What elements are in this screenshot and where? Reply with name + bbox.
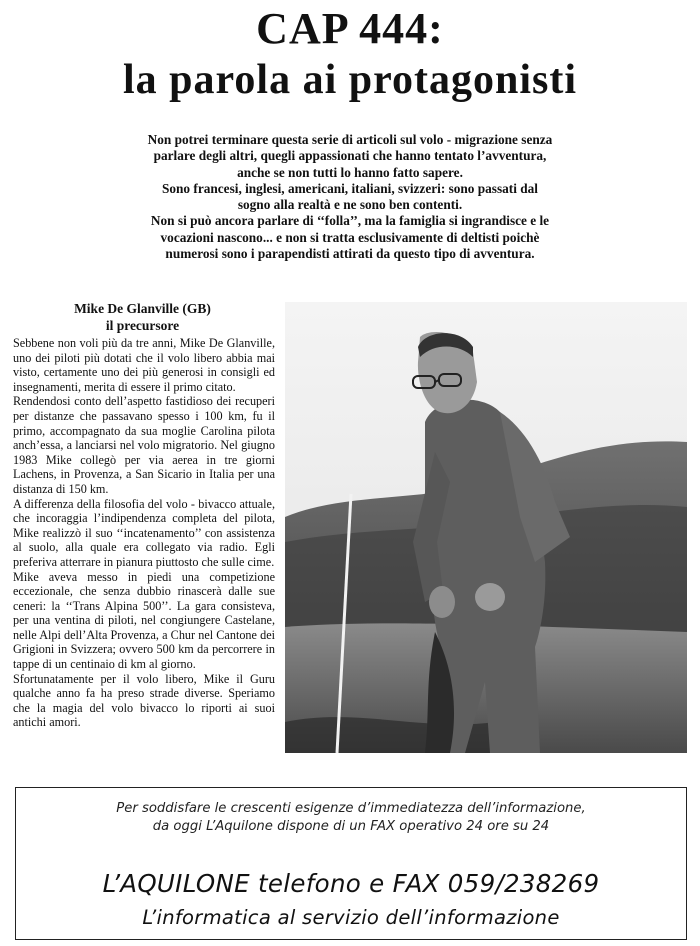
intro-line: Non potrei terminare questa serie di articoli sul volo - migrazione senza <box>147 132 553 147</box>
pilot-photo <box>285 302 687 753</box>
fax-note <box>16 800 686 836</box>
article-title: CAP 444: <box>256 4 444 53</box>
intro-line: parlare degli altri, quegli appassionati che hanno tentato l’avventura, <box>153 148 547 164</box>
intro-line: vocazioni nascono... e non si tratta esclusivamente di deltisti poichè <box>160 229 540 245</box>
body-paragraph: Sfortunatamente per il volo libero, Mike il Guru qualche anno fa ha preso strade diverse. Speriamo che la magia del volo bivacco lo riporti ai suoi antichi amori. <box>13 671 275 730</box>
article-subtitle: la parola ai protagonisti <box>122 57 577 103</box>
body-paragraph: A differenza della filosofia del volo - bivacco attuale, che incoraggia l’indipendenza completa del pilota, Mike realizzò il suo ‘‘incatenamento’’ con assistenza al suolo, alla quale era collegato via radio. Egli preferiva atterrare in pianura piuttosto che sulle cime. <box>13 496 275 569</box>
body-paragraph: Rendendosi conto dell’aspetto fastidioso dei recuperi per distanze che passavano spesso i 100 km, fu il primo, accompagnato da sua moglie Carolina pilota anch’essa, a lanciarsi nel volo migratorio. Nel giugno 1983 Mike collegò per via aerea in tre giorni Lachens, in Provenza, a San Sicario in Italia per una distanza di 150 km. <box>13 394 275 496</box>
article-body <box>13 336 275 730</box>
fax-tagline: L’informatica al servizio dell’informazione <box>142 906 560 929</box>
byline-name: Mike De Glanville (GB) <box>74 301 211 316</box>
intro-line: numerosi sono i parapendisti attirati da questo tipo di avventura. <box>165 246 535 262</box>
intro-line: sogno alla realtà e ne sono ben contenti. <box>237 197 463 213</box>
intro-line: Sono francesi, inglesi, americani, italiani, svizzeri: sono passati dal <box>161 180 538 196</box>
body-paragraph: Sebbene non voli più da tre anni, Mike De Glanville, uno dei piloti più dotati che il volo libero abbia mai visto, certamente uno dei più generosi in consigli ed insegnamenti, merita di essere il primo citato. <box>13 336 275 394</box>
fax-headline: L’AQUILONE telefono e FAX 059/238269 <box>102 869 600 898</box>
byline-role: il precursore <box>105 317 180 333</box>
fax-advert <box>15 787 687 940</box>
byline <box>10 301 275 334</box>
fax-note-line: Per soddisfare le crescenti esigenze d’immediatezza dell’informazione, <box>116 801 586 816</box>
intro-line: anche se non tutti lo hanno fatto sapere. <box>237 164 463 180</box>
intro-paragraph <box>60 132 640 262</box>
body-paragraph: Mike aveva messo in piedi una competizione eccezionale, che senza dubbio rinascerà dalle sue ceneri: la ‘‘Trans Alpina 500’’. La gara consisteva, per una ventina di piloti, nel congiungere Castelane, nelle Alpi dell’Alta Provenza, a Chur nel Cantone dei Grigioni in Svizzera; ovvero 500 km da percorrere in tappe di un centinaio di km al giorno. <box>13 569 275 672</box>
fax-note-line: da oggi L’Aquilone dispone di un FAX operativo 24 ore su 24 <box>152 819 550 834</box>
intro-line: Non si può ancora parlare di ‘‘folla’’, ma la famiglia si ingrandisce e le <box>150 213 550 229</box>
